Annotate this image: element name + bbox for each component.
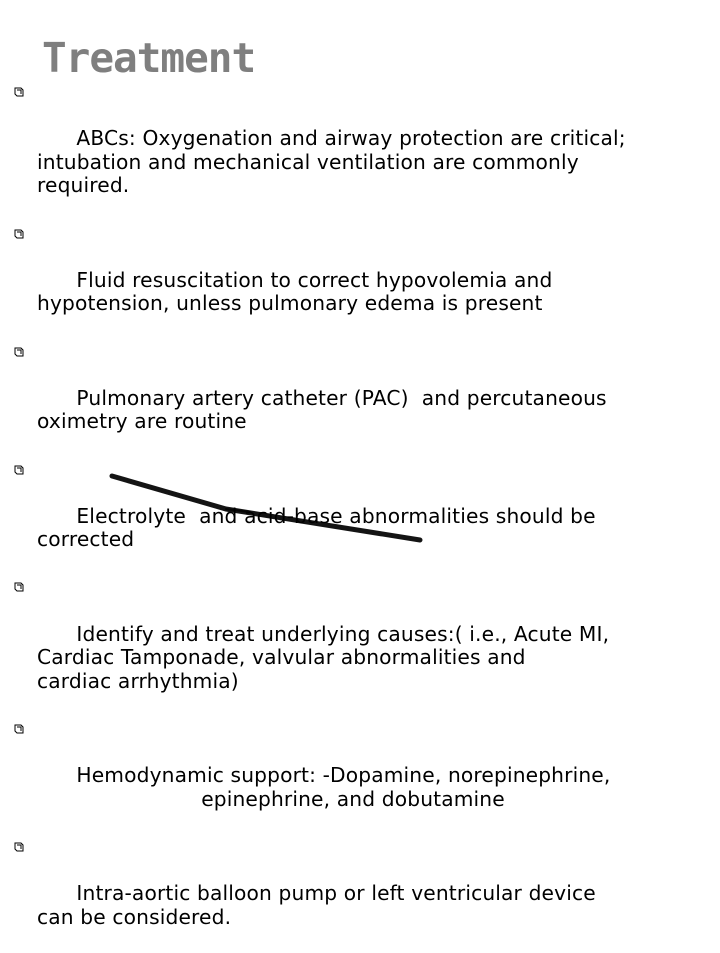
bullet-icon — [14, 465, 24, 475]
bullet-item-fluid-resuscitation — [12, 222, 720, 340]
slide-title: Treatment — [42, 34, 256, 82]
bullet-text: Fluid resuscitation to correct hypovolemia and hypotension, unless pulmonary edema is present — [37, 267, 553, 316]
bullet-icon — [14, 87, 24, 97]
bullet-text: Pulmonary artery catheter (PAC) and percutaneous oximetry are routine — [37, 385, 607, 434]
bullet-icon — [14, 842, 24, 852]
bullet-list — [12, 80, 720, 953]
bullet-item-hemodynamic-support — [12, 717, 720, 835]
bullet-item-abcs — [12, 80, 720, 222]
bullet-text: Electrolyte and acid-base abnormalities should be corrected — [37, 503, 596, 552]
bullet-item-pulmonary-artery-catheter — [12, 340, 720, 458]
bullet-text: Hemodynamic support: -Dopamine, norepinephrine, epinephrine, and dobutamine — [76, 763, 611, 811]
bullet-text: ABCs: Oxygenation and airway protection are critical; intubation and mechanical ventilation are commonly required. — [37, 126, 626, 198]
bullet-icon — [14, 582, 24, 592]
bullet-item-intra-aortic-balloon-pump — [12, 835, 720, 953]
bullet-item-electrolyte-abnormalities — [12, 458, 720, 576]
bullet-text: Intra-aortic balloon pump or left ventricular device can be considered. — [37, 881, 596, 929]
bullet-icon — [14, 347, 24, 357]
bullet-icon — [14, 229, 24, 239]
bullet-text: Identify and treat underlying causes:( i.e., Acute MI, Cardiac Tamponade, valvular abnormalities and cardiac arrhythmia) — [37, 621, 610, 693]
bullet-item-underlying-causes — [12, 575, 720, 717]
bullet-icon — [14, 724, 24, 734]
